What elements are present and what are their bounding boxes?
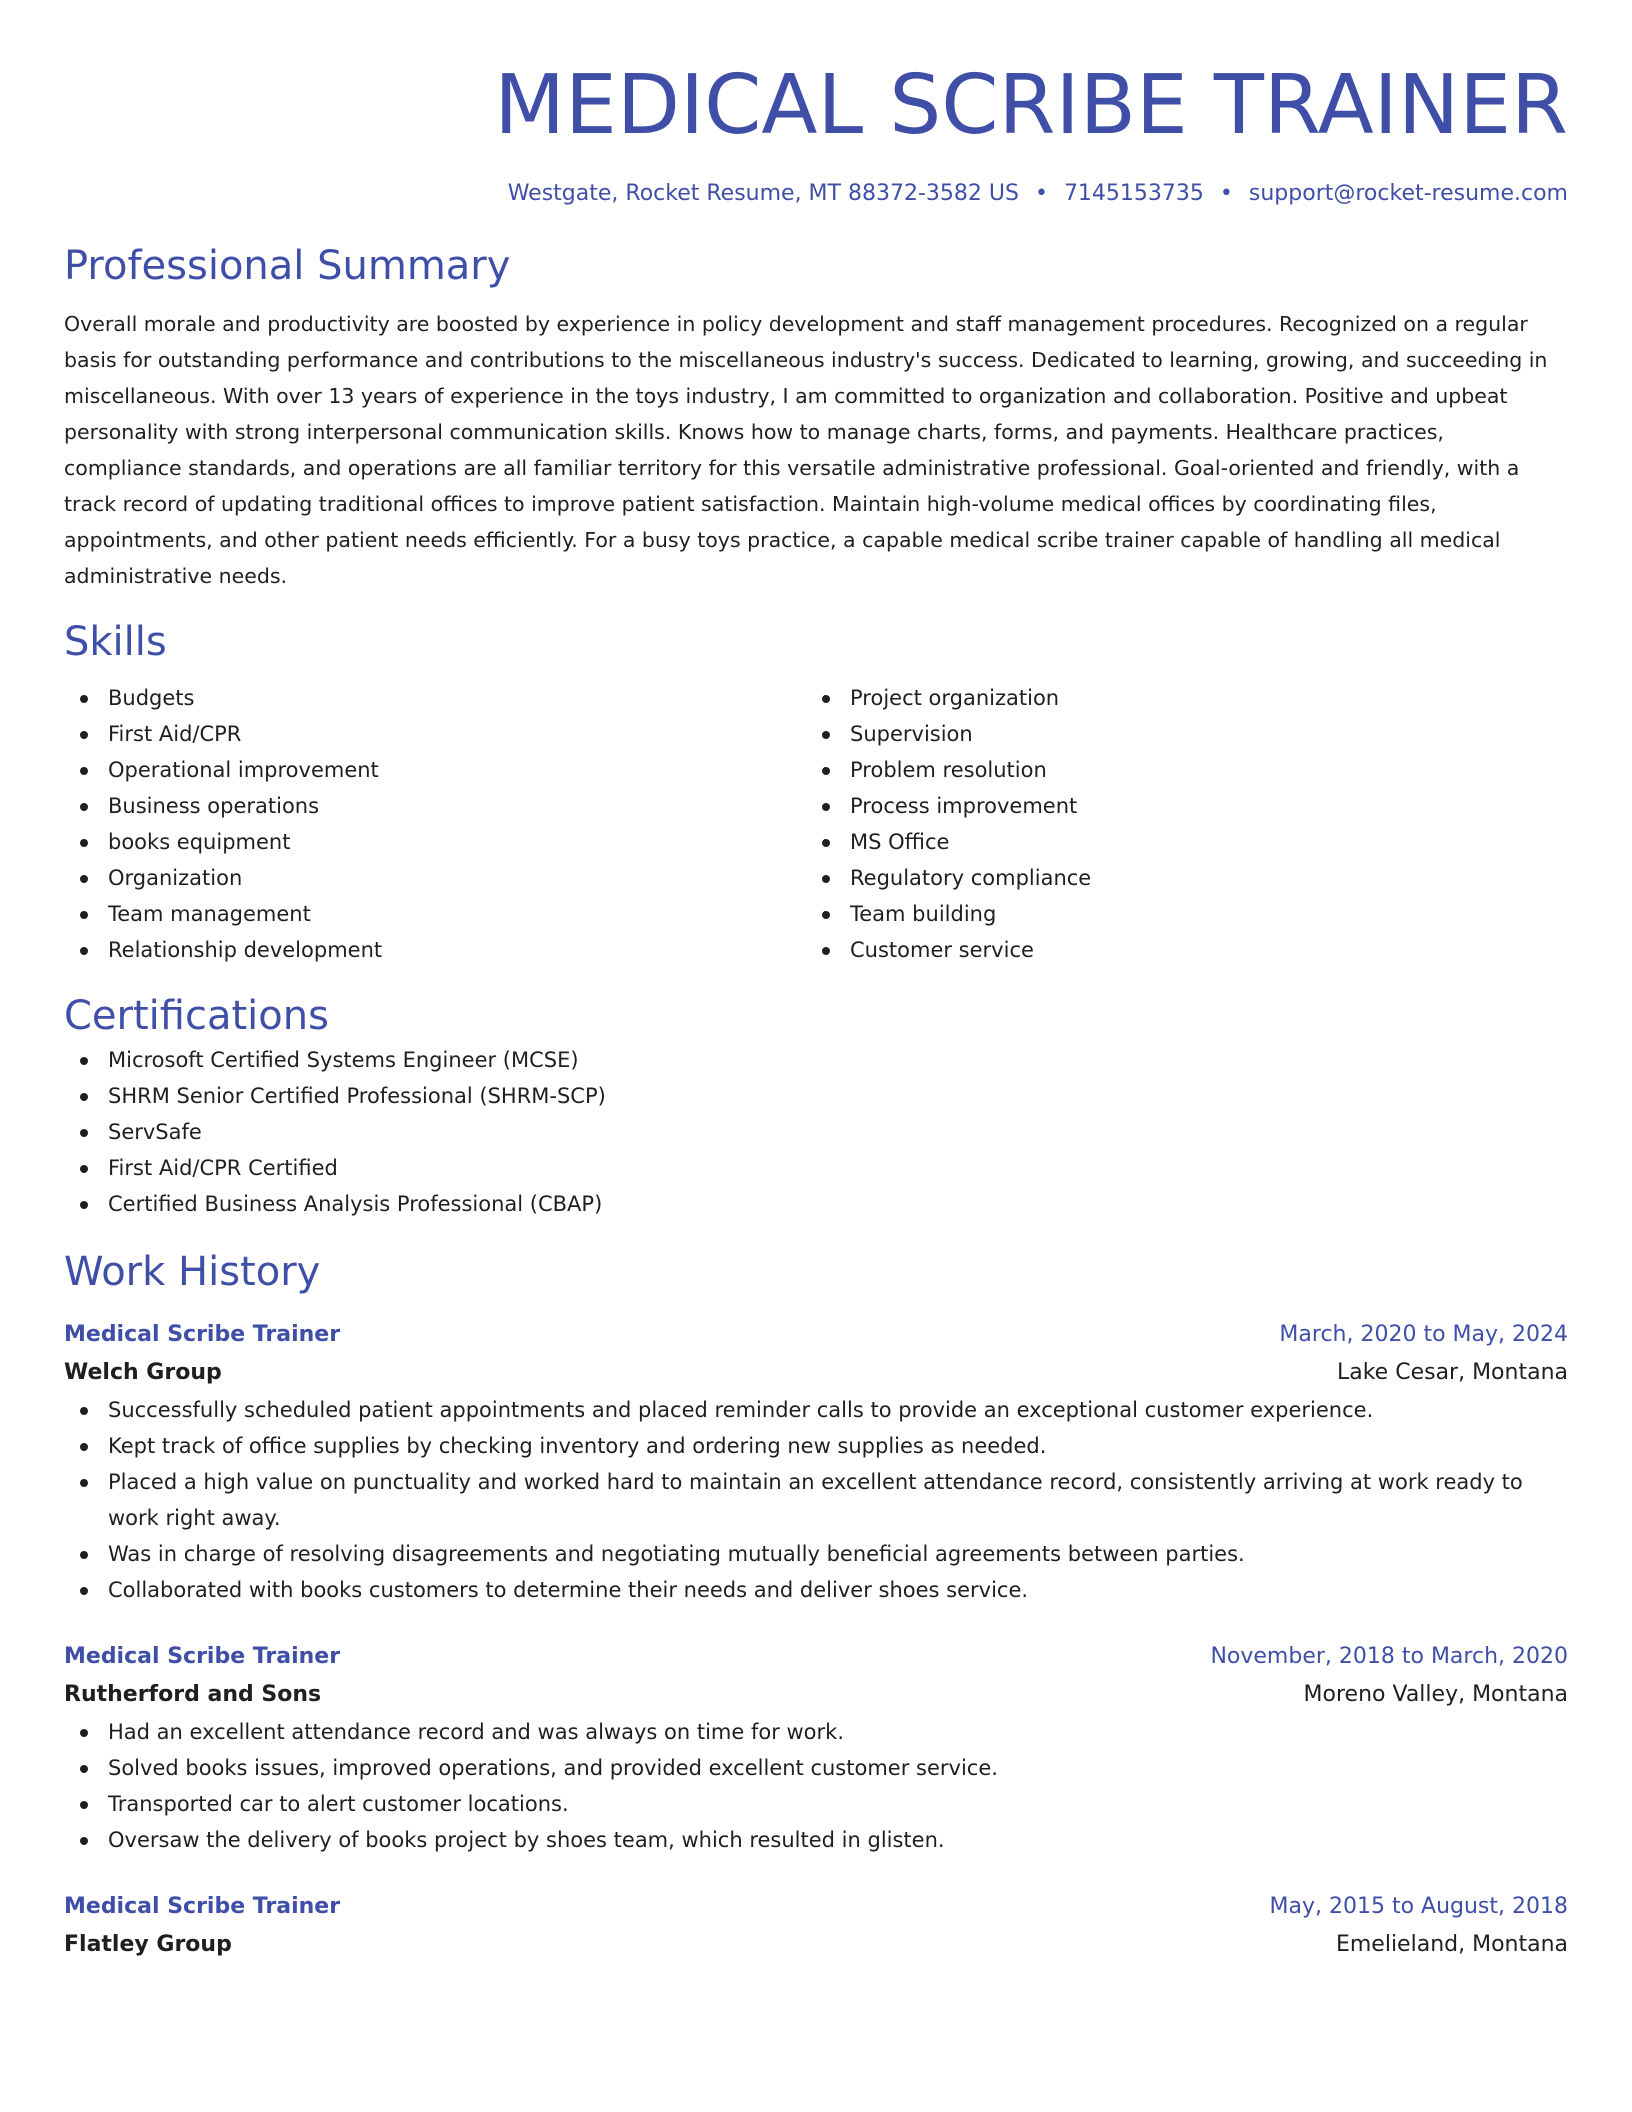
certification-label: ServSafe [108, 1120, 202, 1144]
job-company-row [64, 1676, 1568, 1714]
job-duty-item [64, 1392, 1568, 1428]
job-company-row [64, 1354, 1568, 1392]
job-duty-item [64, 1714, 1568, 1750]
job-duty-item [64, 1572, 1568, 1608]
resume-page [64, 0, 1568, 1964]
certification-item [64, 1150, 1568, 1186]
bullet-dot [80, 1443, 88, 1451]
bullet-dot [80, 1837, 88, 1845]
skills-column-right [806, 680, 1548, 968]
job-dates: May, 2015 to August, 2018 [1269, 1894, 1568, 1919]
job-duty-item [64, 1822, 1568, 1858]
certification-item [64, 1114, 1568, 1150]
certifications-heading: Certifications [64, 993, 329, 1039]
job-duty-text: Placed a high value on punctuality and worked hard to maintain an excellent attendance record, consistently arriving at work ready to work right away. [108, 1470, 1523, 1530]
job-title-row [64, 1888, 1568, 1926]
skill-label: Relationship development [108, 938, 383, 962]
job-duty-item [64, 1536, 1568, 1572]
skill-label: Regulatory compliance [850, 866, 1092, 890]
bullet-dot [80, 1729, 88, 1737]
bullet-dot [80, 911, 88, 919]
bullet-dot [822, 947, 830, 955]
skill-item [64, 752, 806, 788]
skill-item [806, 716, 1548, 752]
job-duty-item [64, 1428, 1568, 1464]
skill-item [64, 824, 806, 860]
skill-label: Customer service [850, 938, 1034, 962]
skill-label: Problem resolution [850, 758, 1047, 782]
job-duty-text: Solved books issues, improved operations, and provided excellent customer service. [108, 1756, 998, 1780]
skills-list-left [64, 680, 806, 968]
skill-label: First Aid/CPR [108, 722, 242, 746]
skill-item [806, 824, 1548, 860]
job-duty-item [64, 1464, 1568, 1536]
bullet-dot [80, 695, 88, 703]
bullet-dot [80, 1551, 88, 1559]
skills-list-right [806, 680, 1548, 968]
bullet-dot [80, 1801, 88, 1809]
contact-email: support@rocket-resume.com [1248, 181, 1568, 206]
skill-label: Project organization [850, 686, 1060, 710]
skill-item [64, 860, 806, 896]
certifications-list [64, 1042, 1568, 1222]
skill-item [64, 680, 806, 716]
bullet-dot [822, 911, 830, 919]
job-duty-text: Successfully scheduled patient appointments and placed reminder calls to provide an exceptional customer experience. [108, 1398, 1374, 1422]
certification-label: Certified Business Analysis Professional (CBAP) [108, 1192, 603, 1216]
skill-label: Supervision [850, 722, 973, 746]
bullet-dot [80, 803, 88, 811]
skill-item [64, 932, 806, 968]
summary-text: Overall morale and productivity are boosted by experience in policy development and staff management procedures. Recognized on a regular basis for outstanding performance and contributions to the miscellaneous industry's success. Dedicated to learning, growing, and succeeding in miscellaneous. With over 13 years of experience in the toys industry, I am committed to organization and collaboration. Positive and upbeat personality with strong interpersonal communication skills. Knows how to manage charts, forms, and payments. Healthcare practices, compliance standards, and operations are all familiar territory for this versatile administrative professional. Goal-oriented and friendly, with a track record of updating traditional offices to improve patient satisfaction. Maintain high-volume medical offices by coordinating files, appointments, and other patient needs efficiently. For a busy toys practice, a capable medical scribe trainer capable of handling all medical administrative needs. [64, 312, 1548, 588]
job-entry [64, 1638, 1568, 1858]
skill-item [806, 752, 1548, 788]
bullet-dot [80, 1587, 88, 1595]
job-duty-item [64, 1786, 1568, 1822]
job-duty-text: Collaborated with books customers to determine their needs and deliver shoes service. [108, 1578, 1029, 1602]
skill-item [64, 716, 806, 752]
certification-item [64, 1078, 1568, 1114]
bullet-dot [80, 1165, 88, 1173]
contact-phone: 7145153735 [1063, 181, 1204, 206]
bullet-dot [80, 731, 88, 739]
resume-name-heading: MEDICAL SCRIBE TRAINER [494, 58, 1568, 153]
bullet-dot [80, 947, 88, 955]
contact-line [64, 178, 1568, 210]
skill-item [806, 788, 1548, 824]
certification-label: First Aid/CPR Certified [108, 1156, 338, 1180]
job-title-row [64, 1316, 1568, 1354]
job-title: Medical Scribe Trainer [64, 1894, 341, 1919]
job-duty-text: Had an excellent attendance record and was always on time for work. [108, 1720, 845, 1744]
certification-label: SHRM Senior Certified Professional (SHRM-SCP) [108, 1084, 606, 1108]
job-company-row [64, 1926, 1568, 1964]
job-duties-list [64, 1714, 1568, 1858]
bullet-dot [80, 1407, 88, 1415]
skill-item [806, 680, 1548, 716]
contact-separator: • [1034, 181, 1048, 206]
skill-item [806, 896, 1548, 932]
skill-item [806, 860, 1548, 896]
job-title: Medical Scribe Trainer [64, 1322, 341, 1347]
bullet-dot [80, 1129, 88, 1137]
certification-label: Microsoft Certified Systems Engineer (MCSE) [108, 1048, 579, 1072]
job-duty-text: Transported car to alert customer locations. [108, 1792, 569, 1816]
job-entry [64, 1888, 1568, 1964]
skill-label: Operational improvement [108, 758, 379, 782]
certification-item [64, 1042, 1568, 1078]
certification-item [64, 1186, 1568, 1222]
bullet-dot [80, 1057, 88, 1065]
bullet-dot [822, 875, 830, 883]
skill-item [64, 896, 806, 932]
skill-label: Budgets [108, 686, 195, 710]
skill-label: Organization [108, 866, 243, 890]
skills-heading: Skills [64, 619, 167, 665]
summary-heading: Professional Summary [64, 243, 511, 289]
job-duties-list [64, 1392, 1568, 1608]
skill-label: Process improvement [850, 794, 1078, 818]
skill-label: books equipment [108, 830, 291, 854]
skills-column-left [64, 680, 806, 968]
bullet-dot [822, 767, 830, 775]
job-title-row [64, 1638, 1568, 1676]
bullet-dot [80, 1093, 88, 1101]
skills-grid [64, 680, 1568, 968]
bullet-dot [80, 767, 88, 775]
bullet-dot [822, 695, 830, 703]
job-location: Emelieland, Montana [1335, 1932, 1568, 1957]
bullet-dot [80, 839, 88, 847]
job-duty-item [64, 1750, 1568, 1786]
bullet-dot [80, 1479, 88, 1487]
bullet-dot [80, 875, 88, 883]
job-dates: March, 2020 to May, 2024 [1279, 1322, 1568, 1347]
contact-separator: • [1219, 181, 1233, 206]
bullet-dot [80, 1765, 88, 1773]
skill-item [64, 788, 806, 824]
skill-item [806, 932, 1548, 968]
job-location: Lake Cesar, Montana [1336, 1360, 1568, 1385]
skill-label: Business operations [108, 794, 320, 818]
contact-address: Westgate, Rocket Resume, MT 88372-3582 US [507, 181, 1019, 206]
bullet-dot [822, 803, 830, 811]
job-duty-text: Oversaw the delivery of books project by shoes team, which resulted in glisten. [108, 1828, 945, 1852]
bullet-dot [822, 839, 830, 847]
skill-label: Team building [850, 902, 997, 926]
skill-label: MS Office [850, 830, 950, 854]
job-title: Medical Scribe Trainer [64, 1644, 341, 1669]
job-duty-text: Kept track of office supplies by checking inventory and ordering new supplies as needed. [108, 1434, 1047, 1458]
job-company: Rutherford and Sons [64, 1682, 322, 1707]
job-entry [64, 1316, 1568, 1608]
bullet-dot [80, 1201, 88, 1209]
job-dates: November, 2018 to March, 2020 [1210, 1644, 1568, 1669]
job-location: Moreno Valley, Montana [1303, 1682, 1568, 1707]
skill-label: Team management [108, 902, 311, 926]
bullet-dot [822, 731, 830, 739]
job-company: Welch Group [64, 1360, 222, 1385]
work-history-heading: Work History [64, 1249, 321, 1295]
job-duty-text: Was in charge of resolving disagreements and negotiating mutually beneficial agreements between parties. [108, 1542, 1245, 1566]
job-company: Flatley Group [64, 1932, 232, 1957]
